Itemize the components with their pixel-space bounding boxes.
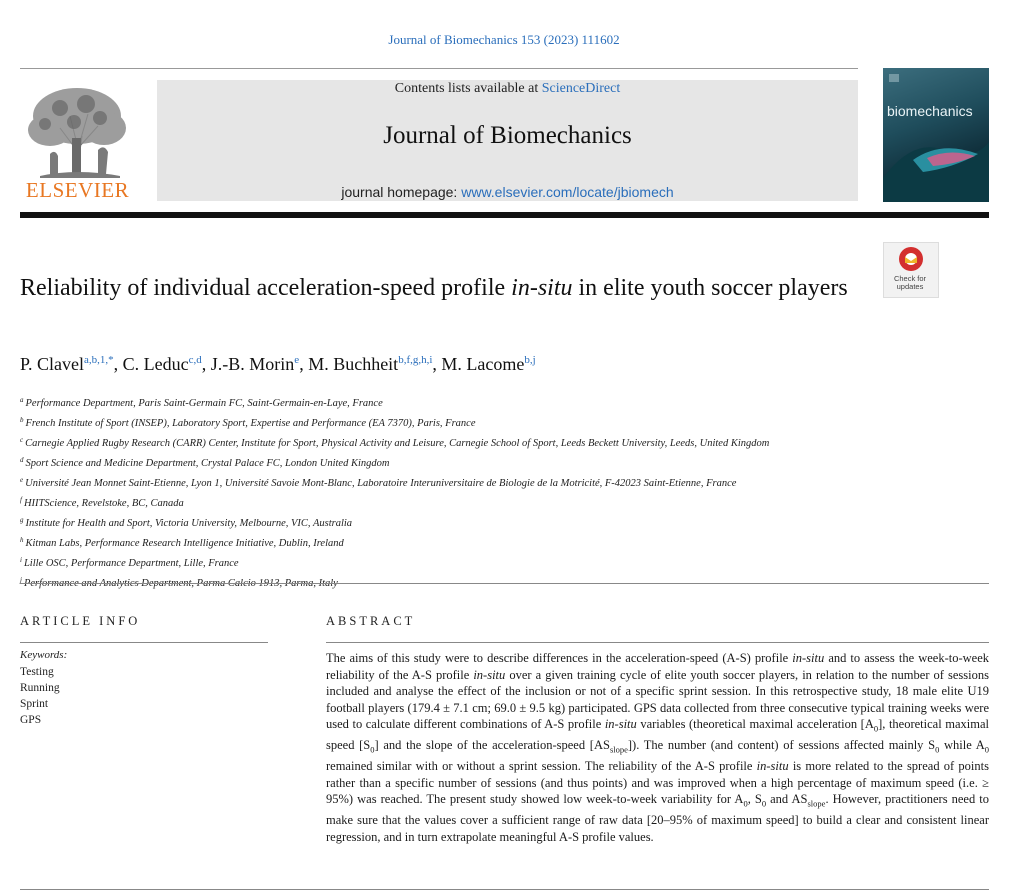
- abstract-segment: . However, practitioners need to make sure that the values cover a sufficient range of raw data [20–95% of maximum speed] to build a clear and consistent linear regression, and in turn extrapolate meaningful A-S profile values.: [326, 792, 989, 844]
- author-separator: ,: [432, 354, 442, 374]
- contents-prefix: Contents lists available at: [394, 81, 542, 96]
- crossmark-icon: [884, 243, 938, 275]
- affiliation-item: [20, 432, 880, 452]
- abstract-segment: ] and the slope of the acceleration-speed [AS: [374, 738, 610, 752]
- author-affiliation-marks[interactable]: b,f,g,h,i: [398, 354, 433, 366]
- abstract-heading: ABSTRACT: [326, 614, 416, 628]
- keyword-item: Testing: [20, 666, 54, 678]
- abstract-text: [326, 650, 989, 845]
- author-affiliation-marks[interactable]: e: [294, 354, 300, 366]
- abstract-segment: remained similar with or without a sprint session. The reliability of the A-S profile: [326, 759, 757, 773]
- cover-art-icon: [883, 68, 989, 202]
- keywords-label: Keywords:: [20, 649, 68, 661]
- affiliation-key: j: [20, 576, 22, 584]
- abstract-subscript: slope: [609, 744, 628, 755]
- affiliation-item: [20, 412, 880, 432]
- affiliation-text: Carnegie Applied Rugby Research (CARR) Center, Institute for Sport, Physical Activity and Leisure, Carnegie School of Sport, Leeds Beckett University, Leeds, United Kingdom: [25, 438, 770, 449]
- title-part-2: in elite youth soccer players: [572, 275, 848, 301]
- abstract-subscript: 0: [743, 798, 748, 809]
- affiliation-item: [20, 492, 880, 512]
- abstract-subscript: slope: [807, 798, 826, 809]
- affiliation-item: [20, 472, 880, 492]
- cover-title: biomechanics: [887, 103, 973, 119]
- abstract-subscript: 0: [984, 744, 990, 755]
- check-label-line-2: updates: [896, 282, 924, 291]
- author-name[interactable]: M. Buchheit: [308, 354, 399, 374]
- affiliation-list: [20, 392, 880, 592]
- abstract-italic: in-situ: [756, 759, 789, 773]
- elsevier-wordmark: ELSEVIER: [25, 178, 130, 202]
- abstract-subscript: 0: [761, 798, 767, 809]
- affiliation-text: French Institute of Sport (INSEP), Laboratory Sport, Expertise and Performance (EA 7370), Paris, France: [25, 418, 476, 429]
- abstract-segment: and AS: [766, 792, 808, 806]
- affiliation-key: f: [20, 496, 22, 504]
- author-affiliation-marks[interactable]: b,j: [524, 354, 536, 366]
- journal-cover-image[interactable]: [883, 68, 989, 202]
- check-label-line-1: Check for: [893, 274, 927, 283]
- title-part-1: Reliability of individual acceleration-speed profile: [20, 275, 512, 301]
- keyword-item: GPS: [20, 714, 42, 726]
- affiliation-key: c: [20, 436, 24, 444]
- contents-line: [157, 81, 858, 97]
- affiliation-key: e: [20, 476, 24, 484]
- author-affiliation-marks[interactable]: a,b,1,*: [84, 354, 114, 366]
- affiliation-text: Performance Department, Paris Saint-Germain FC, Saint-Germain-en-Laye, France: [25, 398, 383, 409]
- affiliation-text: Institute for Health and Sport, Victoria University, Melbourne, VIC, Australia: [25, 518, 353, 529]
- keyword-item: Running: [20, 682, 60, 694]
- title-italic: in-situ: [511, 275, 573, 301]
- affiliation-key: g: [20, 516, 24, 524]
- author-list: [20, 354, 920, 375]
- abstract-italic: in-situ: [604, 717, 637, 731]
- abstract-segment: The aims of this study were to describe differences in the acceleration-speed (A-S) profile: [326, 651, 793, 665]
- bottom-divider: [20, 889, 989, 890]
- author-name[interactable]: P. Clavel: [20, 354, 85, 374]
- abstract-italic: in-situ: [792, 651, 825, 665]
- journal-name: Journal of Biomechanics: [383, 122, 632, 149]
- affiliation-item: [20, 512, 880, 532]
- homepage-prefix: journal homepage:: [341, 184, 462, 200]
- sciencedirect-link[interactable]: ScienceDirect: [541, 81, 621, 96]
- affiliation-key: b: [20, 416, 24, 424]
- top-divider: [20, 68, 858, 69]
- journal-citation-link[interactable]: Journal of Biomechanics 153 (2023) 111602: [388, 32, 620, 47]
- affiliation-text: HIITScience, Revelstoke, BC, Canada: [23, 498, 184, 509]
- keyword-list: [20, 664, 60, 728]
- affiliation-key: a: [20, 396, 24, 404]
- section-divider: [20, 583, 989, 584]
- abstract-segment: over a given training cycle of elite youth soccer players, in relation to the number of sessions included and analyse the effect of the inclusion or not of a specific sprint session. In this retrospective study, 18 male elite U19 football players (179.4 ± 7.1 cm; 69.0 ± 9.5 kg) participated. GPS data collected from three consecutive typical training weeks were used to calculate different combinations of A-S profile: [326, 667, 989, 731]
- article-title: [20, 271, 860, 305]
- keyword-item: Sprint: [20, 698, 49, 710]
- abstract-divider: [326, 642, 989, 643]
- abstract-subscript: 0: [873, 723, 879, 734]
- author-separator: ,: [201, 354, 211, 374]
- affiliation-text: Lille OSC, Performance Department, Lille, France: [23, 558, 239, 569]
- abstract-segment: ]). The number (and content) of sessions affected mainly S: [627, 738, 936, 752]
- article-info-heading: ARTICLE INFO: [20, 614, 141, 628]
- abstract-italic: in-situ: [473, 667, 506, 682]
- affiliation-text: Université Jean Monnet Saint-Etienne, Lyon 1, Université Savoie Mont-Blanc, Laboratoire Interuniversitaire de Biologie de la Motricité, F-42023 Saint-Etienne, France: [25, 478, 737, 489]
- author-name[interactable]: M. Lacome: [441, 354, 525, 374]
- abstract-segment: , S: [747, 792, 762, 806]
- affiliation-key: i: [20, 556, 22, 564]
- abstract-segment: and to assess the week-to-week reliability of the A-S profile: [326, 651, 989, 682]
- check-for-updates-label: [883, 275, 937, 291]
- abstract-segment: variables (theoretical maximal acceleration [A: [636, 717, 874, 731]
- homepage-line: [157, 184, 858, 200]
- abstract-subscript: 0: [370, 744, 375, 755]
- affiliation-key: d: [20, 456, 24, 464]
- affiliation-item: [20, 552, 880, 572]
- author-affiliation-marks[interactable]: c,d: [188, 354, 202, 366]
- author-separator: ,: [299, 354, 309, 374]
- affiliation-item: [20, 572, 880, 592]
- abstract-segment: while A: [939, 738, 985, 752]
- abstract-subscript: 0: [935, 744, 940, 755]
- author-name[interactable]: J.-B. Morin: [210, 354, 295, 374]
- affiliation-item: [20, 392, 880, 412]
- affiliation-text: Kitman Labs, Performance Research Intelligence Initiative, Dublin, Ireland: [25, 538, 344, 549]
- affiliation-item: [20, 532, 880, 552]
- affiliation-text: Sport Science and Medicine Department, Crystal Palace FC, London United Kingdom: [25, 458, 390, 469]
- affiliation-key: h: [20, 536, 24, 544]
- abstract-segment: is more related to the spread of points rather than a specific number of sessions (and thus points) and was improved when a high percentage of maximum speed (i.e. ≥ 95%) was reached. The present study showed low week-to-week variability for A: [326, 759, 989, 806]
- header-thick-divider: [20, 212, 989, 218]
- journal-homepage-link[interactable]: www.elsevier.com/locate/jbiomech: [461, 184, 674, 200]
- author-separator: ,: [113, 354, 123, 374]
- article-info-divider: [20, 642, 268, 643]
- abstract-segment: ], theoretical maximal speed [S: [326, 717, 989, 752]
- author-name[interactable]: C. Leduc: [122, 354, 189, 374]
- affiliation-item: [20, 452, 880, 472]
